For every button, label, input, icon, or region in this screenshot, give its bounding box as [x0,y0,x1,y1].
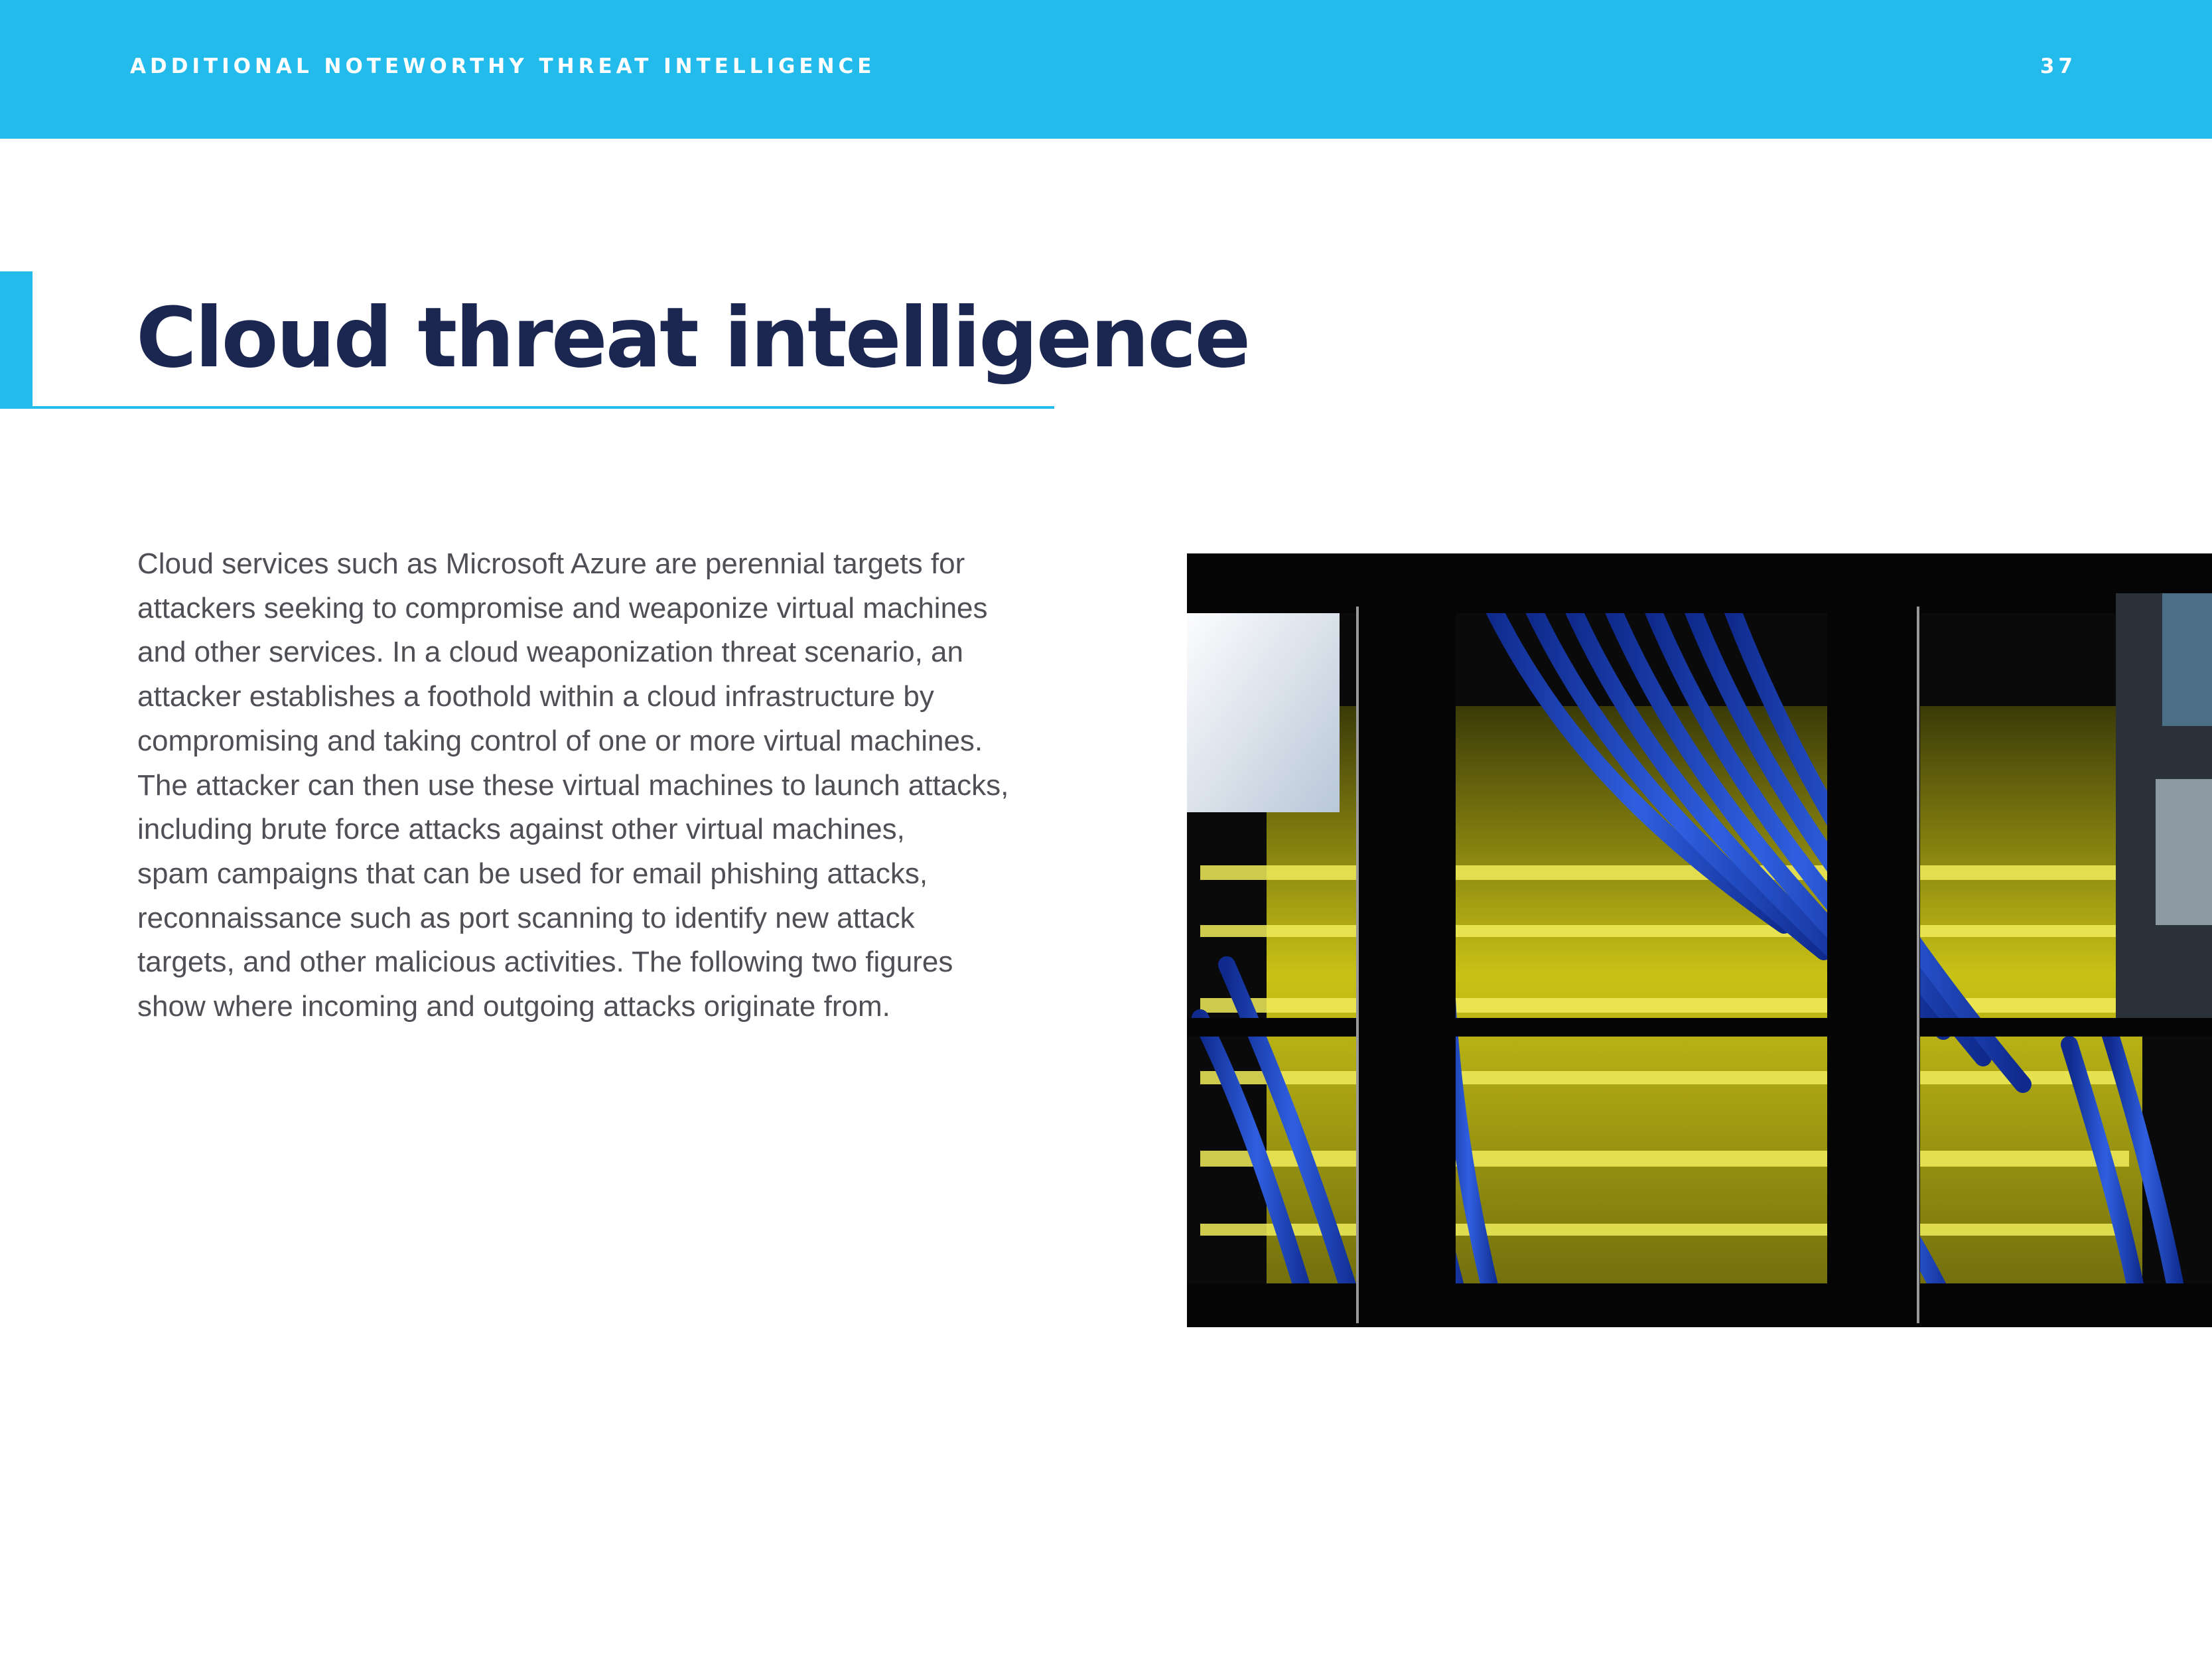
header-band [0,0,2212,139]
datacenter-cables-photo [1187,553,2212,1327]
section-label: ADDITIONAL NOTEWORTHY THREAT INTELLIGENCE [130,54,876,78]
body-line: and other services. In a cloud weaponization threat scenario, an [137,636,963,669]
body-line: attacker establishes a foothold within a cloud infrastructure by [137,680,934,713]
body-line: The attacker can then use these virtual machines to launch attacks, [137,768,1009,802]
title-accent-bar [0,271,33,409]
body-line: including brute force attacks against other virtual machines, [137,813,905,846]
title-underline [33,406,1054,409]
body-line: attackers seeking to compromise and weaponize virtual machines [137,591,988,624]
body-paragraph [137,542,1093,1029]
body-line: spam campaigns that can be used for email phishing attacks, [137,857,928,890]
body-line: compromising and taking control of one or more virtual machines. [137,724,983,757]
body-line: targets, and other malicious activities. The following two figures [137,946,953,979]
body-line: Cloud services such as Microsoft Azure are perennial targets for [137,547,965,580]
page-number: 37 [2039,54,2077,78]
body-line: show where incoming and outgoing attacks originate from. [137,990,890,1023]
page-title: Cloud threat intelligence [136,290,1249,386]
body-line: reconnaissance such as port scanning to identify new attack [137,901,915,934]
